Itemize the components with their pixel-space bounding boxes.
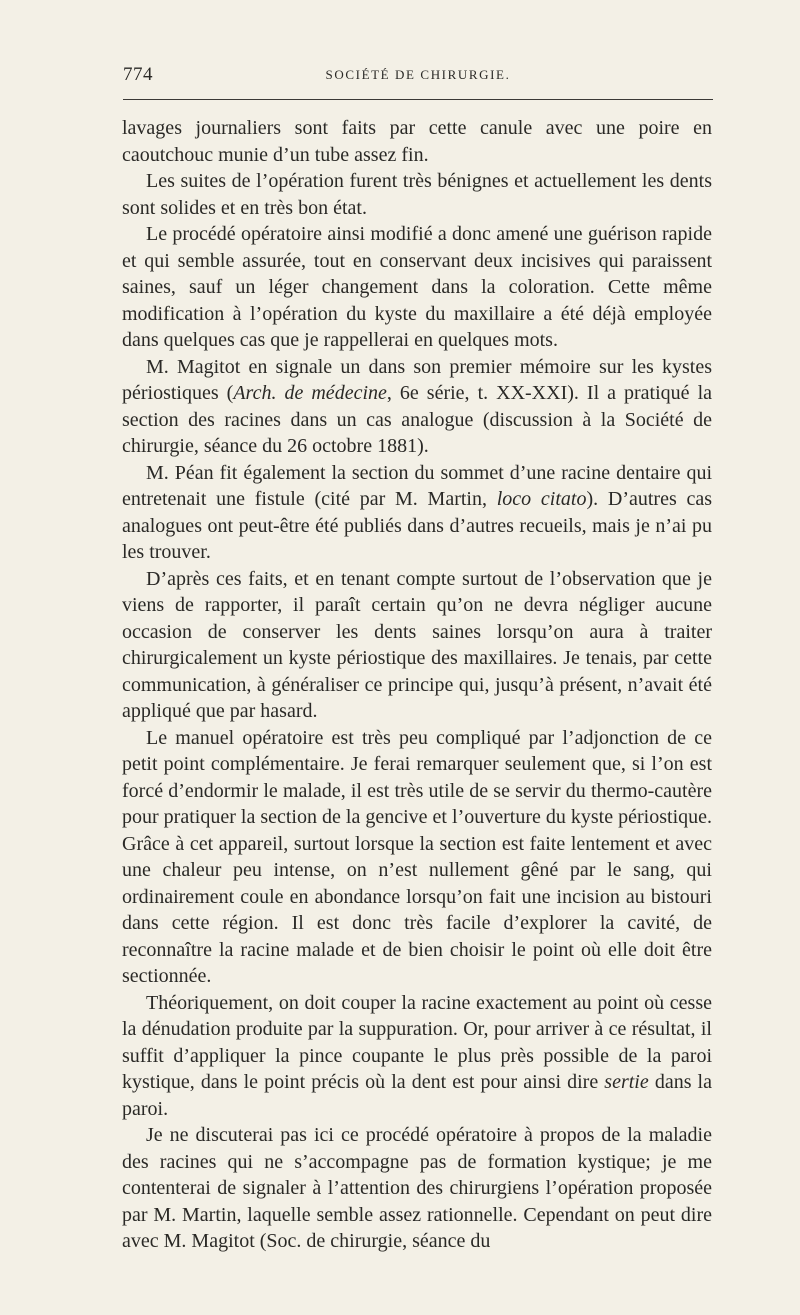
text-run: dans la paroi. xyxy=(122,1071,712,1120)
page-number: 774 xyxy=(123,64,153,85)
italic-text: loco citato xyxy=(496,488,587,510)
body-text xyxy=(122,115,712,1255)
text-run: Le manuel opératoire est très peu compliqué par l’adjonction de ce petit point complémentaire. Je ferai remarquer seulement que, si l’on est forcé d’endormir le malade, il est très utile de se servir du thermo-cautère pour pratiquer la section de la gencive et l’ouverture du kyste périostique. Grâce à cet appareil, surtout lorsque la section est faite lentement et avec une chaleur peu intense, on n’est nullement gêné par le sang, qui ordinairement coule en abondance lorsqu’on fait une incision au bistouri dans cette région. Il est donc très facile d’explorer la cavité, de reconnaître la racine malade et de bien choisir le point où elle doit être sectionnée. xyxy=(122,726,712,987)
italic-text: sertie xyxy=(604,1071,649,1093)
paragraph xyxy=(122,990,712,1123)
paragraph xyxy=(122,460,712,566)
text-run: Théoriquement, on doit couper la racine exactement au point où cesse la dénudation produite par la suppuration. Or, pour arriver à ce résultat, il suffit d’appliquer la pince coupante le plus près possible de la paroi kystique, dans le point précis où la dent est pour ainsi dire xyxy=(122,991,712,1093)
text-run: lavages journaliers sont faits par cette canule avec une poire en caoutchouc munie d’un tube assez fin. xyxy=(122,117,712,166)
text-run: M. Magitot en signale un dans son premier mémoire sur les kystes périostiques ( xyxy=(122,355,712,404)
paragraph xyxy=(122,168,712,221)
running-head xyxy=(123,64,713,88)
text-run: Je ne discuterai pas ici ce procédé opératoire à propos de la maladie des racines qui ne s’accompagne pas de formation kystique; je me contenterai de signaler à l’attention des chirurgiens l’opération proposée par M. Martin, laquelle semble assez rationnelle. Cependant on peut dire avec M. Magitot (Soc. de chirurgie, séance du xyxy=(122,1124,712,1252)
running-title: SOCIÉTÉ DE CHIRURGIE. xyxy=(325,67,511,82)
paragraph xyxy=(122,725,712,990)
header-rule xyxy=(123,99,713,100)
text-run: Le procédé opératoire ainsi modifié a donc amené une guérison rapide et qui semble assurée, tout en conservant deux incisives qui paraissent saines, sauf un léger changement dans la coloration. Cette même modification à l’opération du kyste du maxillaire a été déjà employée dans quelques cas que je rappellerai en quelques mots. xyxy=(122,223,712,351)
paragraph xyxy=(122,221,712,354)
italic-text: Arch. de médecine xyxy=(233,382,387,404)
text-run: M. Péan fit également la section du sommet d’une racine dentaire qui entretenait une fistule (cité par M. Martin, xyxy=(122,461,712,510)
paragraph xyxy=(122,1122,712,1255)
text-run: Les suites de l’opération furent très bénignes et actuellement les dents sont solides et en très bon état. xyxy=(122,170,712,219)
paragraph xyxy=(122,566,712,725)
text-run: , 6e série, t. XX-XXI). Il a pratiqué la section des racines dans un cas analogue (discussion à la Société de chirurgie, séance du 26 octobre 1881). xyxy=(122,382,713,457)
paragraph xyxy=(122,115,712,168)
paragraph xyxy=(122,354,712,460)
text-run: ). D’autres cas analogues ont peut-être été publiés dans d’autres recueils, mais je n’ai pu les trouver. xyxy=(122,488,713,563)
text-run: D’après ces faits, et en tenant compte surtout de l’observation que je viens de rapporter, il paraît certain qu’on ne devra négliger aucune occasion de conserver les dents saines lorsqu’on aura à traiter chirurgicalement un kyste périostique des maxillaires. Je tenais, par cette communication, à généraliser ce principe qui, jusqu’à présent, n’avait été appliqué que par hasard. xyxy=(122,567,712,722)
